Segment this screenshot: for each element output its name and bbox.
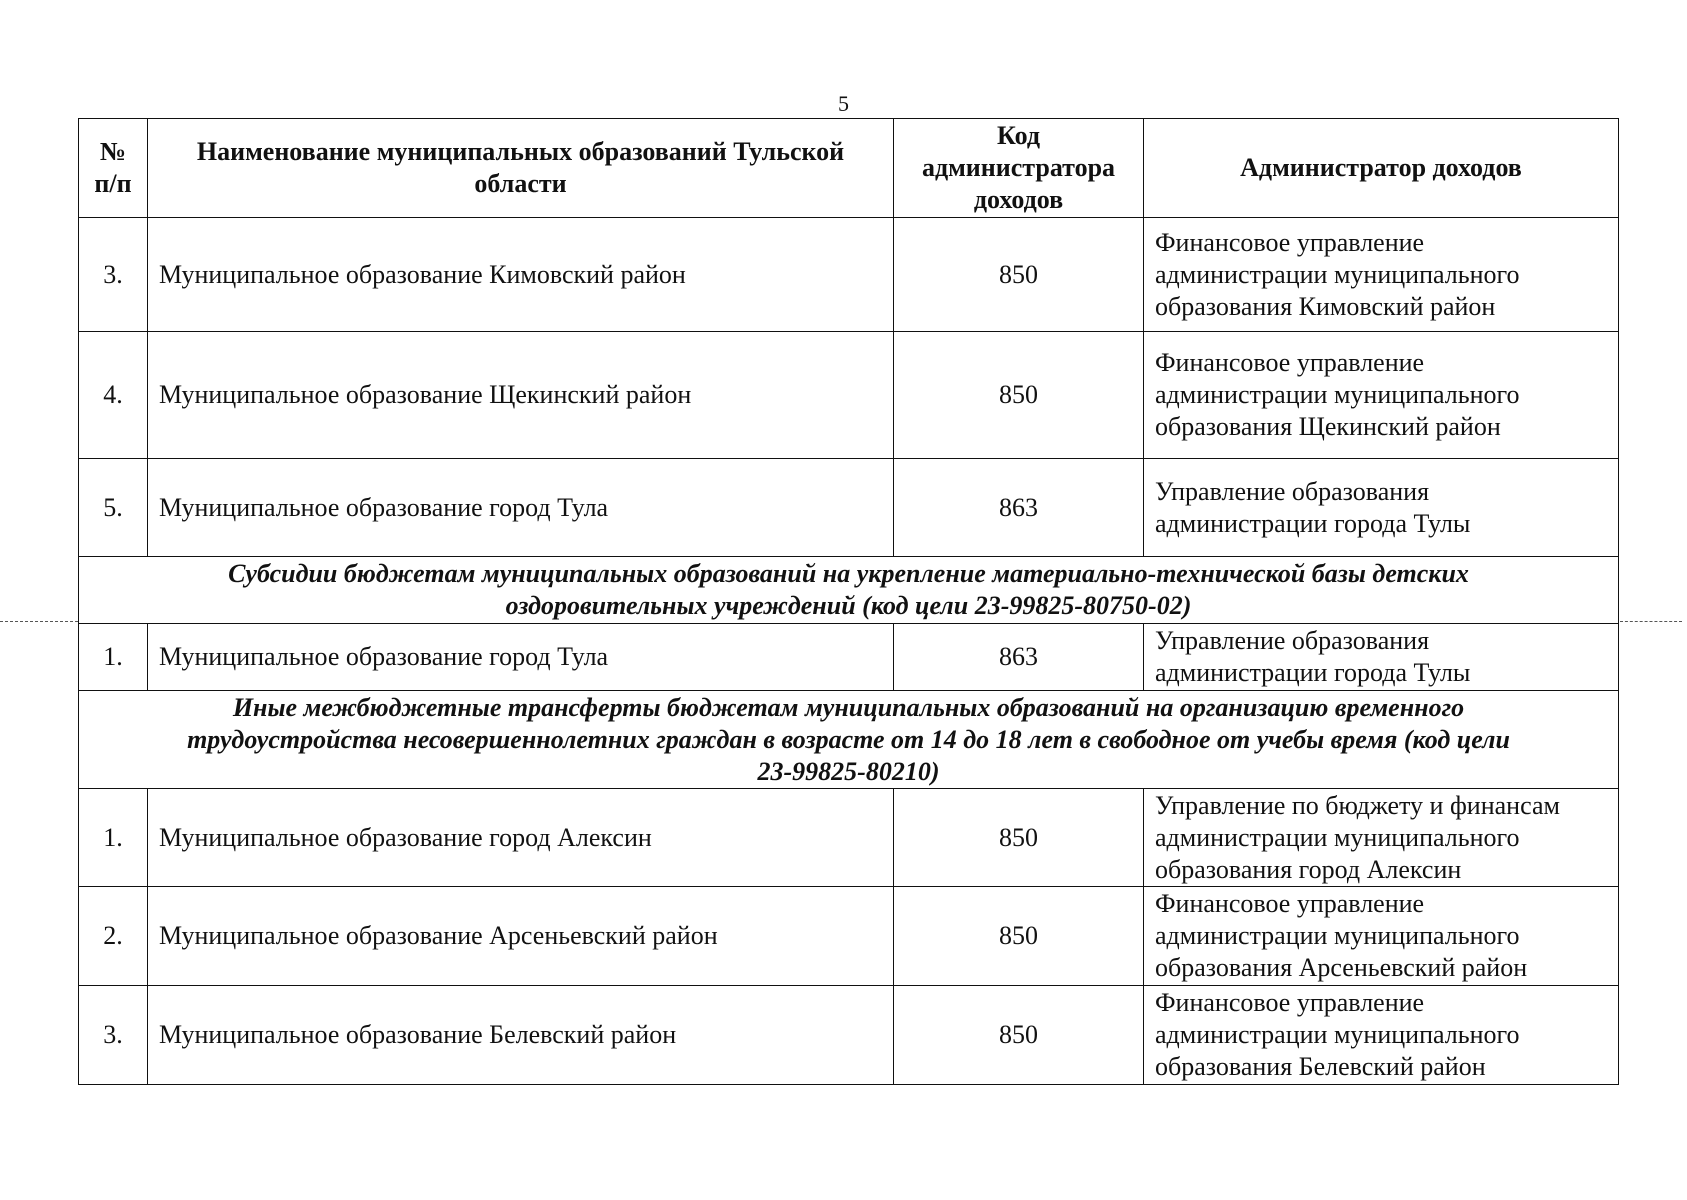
row-num: 1. [79,624,148,691]
table-header-row [79,119,1619,218]
header-num: № п/п [79,119,148,218]
row-num: 2. [79,887,148,986]
row-admin: Управление по бюджету и финансам администрации муниципального образования город Алексин [1144,789,1619,887]
row-code: 850 [894,887,1144,986]
header-admin: Администратор доходов [1144,119,1619,218]
row-code: 850 [894,986,1144,1085]
table-row [79,789,1619,887]
row-num: 4. [79,332,148,459]
row-num: 3. [79,986,148,1085]
table-row [79,332,1619,459]
row-code: 863 [894,459,1144,557]
row-admin: Финансовое управление администрации муниципального образования Щекинский район [1144,332,1619,459]
table-row [79,887,1619,986]
table-row [79,218,1619,332]
revenue-administrators-table [78,118,1619,1085]
section-title-row [79,557,1619,624]
row-code: 863 [894,624,1144,691]
row-name: Муниципальное образование Кимовский район [148,218,894,332]
row-num: 1. [79,789,148,887]
section-title: Субсидии бюджетам муниципальных образований на укрепление материально-технической базы детских оздоровительных учреждений (код цели 23-99825-80750-02) [79,557,1619,624]
table-row [79,459,1619,557]
row-admin: Финансовое управление администрации муниципального образования Арсеньевский район [1144,887,1619,986]
section-title: Иные межбюджетные трансферты бюджетам муниципальных образований на организацию временного трудоустройства несовершеннолетних граждан в возрасте от 14 до 18 лет в свободное от учебы время (код цели 23-99825-80210) [79,691,1619,789]
row-name: Муниципальное образование город Тула [148,624,894,691]
header-name: Наименование муниципальных образований Тульской области [148,119,894,218]
row-code: 850 [894,218,1144,332]
cut-line-right [1620,621,1682,622]
row-name: Муниципальное образование Щекинский район [148,332,894,459]
row-admin: Управление образования администрации города Тулы [1144,459,1619,557]
page-number: 5 [838,91,849,116]
row-code: 850 [894,332,1144,459]
row-admin: Финансовое управление администрации муниципального образования Белевский район [1144,986,1619,1085]
row-name: Муниципальное образование Арсеньевский район [148,887,894,986]
row-name: Муниципальное образование Белевский район [148,986,894,1085]
row-admin: Управление образования администрации города Тулы [1144,624,1619,691]
row-name: Муниципальное образование город Тула [148,459,894,557]
row-name: Муниципальное образование город Алексин [148,789,894,887]
header-code: Код администратора доходов [894,119,1144,218]
row-admin: Финансовое управление администрации муниципального образования Кимовский район [1144,218,1619,332]
table-row [79,624,1619,691]
row-num: 5. [79,459,148,557]
table-row [79,986,1619,1085]
cut-line-left [0,621,78,622]
row-code: 850 [894,789,1144,887]
section-title-row [79,691,1619,789]
row-num: 3. [79,218,148,332]
